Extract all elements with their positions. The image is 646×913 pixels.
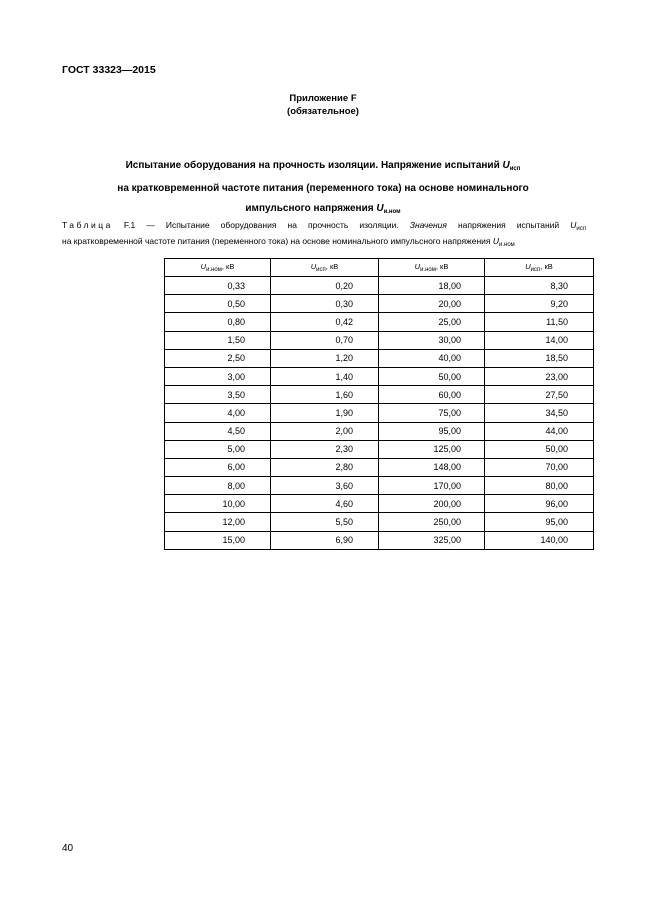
table-cell: 8,00 xyxy=(165,477,271,495)
table-cell: 0,50 xyxy=(165,295,271,313)
table-cell: 11,50 xyxy=(485,313,594,331)
table-cell: 2,80 xyxy=(271,458,379,476)
table-cell: 1,20 xyxy=(271,349,379,367)
table-header-row xyxy=(165,259,594,277)
table-row xyxy=(165,495,594,513)
table-row xyxy=(165,422,594,440)
table-cell: 1,90 xyxy=(271,404,379,422)
voltage-table xyxy=(164,258,594,550)
table-cell: 70,00 xyxy=(485,458,594,476)
table-row xyxy=(165,404,594,422)
table-cell: 0,33 xyxy=(165,277,271,295)
table-cell: 250,00 xyxy=(379,513,485,531)
table-row xyxy=(165,531,594,549)
table-cell: 9,20 xyxy=(485,295,594,313)
table-row xyxy=(165,313,594,331)
table-cell: 1,60 xyxy=(271,386,379,404)
table-cell: 25,00 xyxy=(379,313,485,331)
table-row xyxy=(165,367,594,385)
table-cell: 3,00 xyxy=(165,367,271,385)
table-cell: 2,30 xyxy=(271,440,379,458)
column-header: $U_{исп}$, кВ xyxy=(271,259,379,277)
table-cell: 0,80 xyxy=(165,313,271,331)
section-heading xyxy=(60,156,586,222)
table-body xyxy=(165,277,594,550)
table-cell: 0,70 xyxy=(271,331,379,349)
table-cell: 0,20 xyxy=(271,277,379,295)
table-cell: 0,30 xyxy=(271,295,379,313)
table-cell: 5,50 xyxy=(271,513,379,531)
table-cell: 34,50 xyxy=(485,404,594,422)
table-cell: 10,00 xyxy=(165,495,271,513)
table-row xyxy=(165,458,594,476)
heading-line-3: импульсного напряжения $U_{и.ном}$ xyxy=(245,203,401,215)
table-cell: 12,00 xyxy=(165,513,271,531)
heading-line-1: Испытание оборудования на прочность изоляции. Напряжение испытаний $U_{исп}$ xyxy=(125,160,521,172)
table-cell: 27,50 xyxy=(485,386,594,404)
table-cell: 14,00 xyxy=(485,331,594,349)
column-header: $U_{и.ном}$, кВ xyxy=(379,259,485,277)
table-cell: 80,00 xyxy=(485,477,594,495)
appendix-header xyxy=(0,92,646,118)
table-cell: 148,00 xyxy=(379,458,485,476)
page-number: 40 xyxy=(62,843,74,854)
caption-line-1: Таблица F.1 — Испытание оборудования на прочность изоляции. Значения напряжения испытаний $U_{исп}$ xyxy=(62,220,586,232)
table-cell: 325,00 xyxy=(379,531,485,549)
table-row xyxy=(165,513,594,531)
table-cell: 0,42 xyxy=(271,313,379,331)
table-cell: 23,00 xyxy=(485,367,594,385)
table-cell: 50,00 xyxy=(485,440,594,458)
column-header: $U_{и.ном}$, кВ xyxy=(165,259,271,277)
table-cell: 6,00 xyxy=(165,458,271,476)
table-cell: 40,00 xyxy=(379,349,485,367)
table-cell: 95,00 xyxy=(379,422,485,440)
table-row xyxy=(165,386,594,404)
table-cell: 200,00 xyxy=(379,495,485,513)
table-cell: 18,50 xyxy=(485,349,594,367)
table-cell: 50,00 xyxy=(379,367,485,385)
column-header: $U_{исп}$, кВ xyxy=(485,259,594,277)
table-cell: 4,60 xyxy=(271,495,379,513)
table-cell: 3,60 xyxy=(271,477,379,495)
standard-code: ГОСТ 33323—2015 xyxy=(62,64,156,76)
caption-line-2: на кратковременной частоте питания (переменного тока) на основе номинального импульсного напряжения $U_{и.ном}$ xyxy=(62,236,515,248)
table-row xyxy=(165,440,594,458)
table-cell: 170,00 xyxy=(379,477,485,495)
table-cell: 96,00 xyxy=(485,495,594,513)
table-row xyxy=(165,477,594,495)
table-cell: 18,00 xyxy=(379,277,485,295)
table-cell: 1,50 xyxy=(165,331,271,349)
table-cell: 3,50 xyxy=(165,386,271,404)
table-cell: 4,00 xyxy=(165,404,271,422)
table-cell: 6,90 xyxy=(271,531,379,549)
table-cell: 2,50 xyxy=(165,349,271,367)
table-cell: 4,50 xyxy=(165,422,271,440)
table-cell: 1,40 xyxy=(271,367,379,385)
table-cell: 15,00 xyxy=(165,531,271,549)
table-cell: 125,00 xyxy=(379,440,485,458)
table-cell: 5,00 xyxy=(165,440,271,458)
table-cell: 75,00 xyxy=(379,404,485,422)
table-row xyxy=(165,331,594,349)
table-cell: 95,00 xyxy=(485,513,594,531)
appendix-status: (обязательное) xyxy=(287,106,359,117)
table-cell: 20,00 xyxy=(379,295,485,313)
table-caption xyxy=(62,219,586,251)
table-cell: 60,00 xyxy=(379,386,485,404)
table-cell: 44,00 xyxy=(485,422,594,440)
table-row xyxy=(165,277,594,295)
table-row xyxy=(165,295,594,313)
table-cell: 2,00 xyxy=(271,422,379,440)
heading-line-2: на кратковременной частоте питания (переменного тока) на основе номинального xyxy=(117,183,529,194)
table-cell: 30,00 xyxy=(379,331,485,349)
table-row xyxy=(165,349,594,367)
table-cell: 140,00 xyxy=(485,531,594,549)
appendix-title: Приложение F xyxy=(289,93,357,104)
table-cell: 8,30 xyxy=(485,277,594,295)
